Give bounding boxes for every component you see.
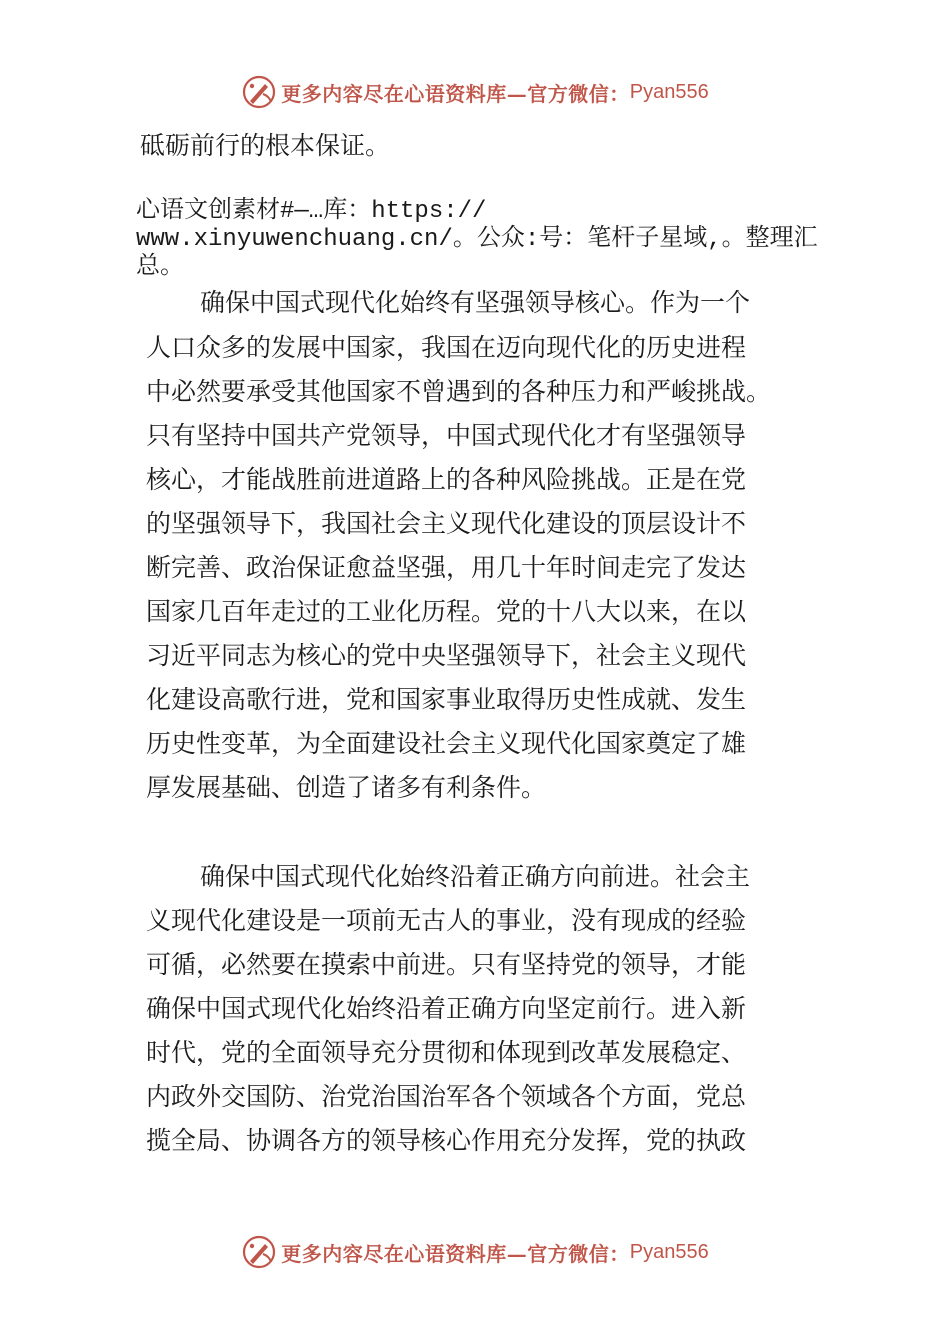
paragraph-2-line: 时代，党的全面领导充分贯彻和体现到改革发展稳定、 (146, 1038, 747, 1067)
source-note-line: 总。 (136, 254, 184, 281)
footer-watermark (0, 1232, 950, 1272)
watermark-wechat-id: Pyan556 (629, 80, 709, 103)
source-note-line: www.xinyuwenchuang.cn/。公众:号：笔杆子星域,。整理汇 (136, 226, 818, 253)
paragraph-1-line: 断完善、政治保证愈益坚强，用几十年时间走完了发达 (146, 553, 747, 582)
paragraph-1-line: 只有坚持中国共产党领导，中国式现代化才有坚强领导 (146, 421, 747, 450)
paragraph-2-line: 确保中国式现代化始终沿着正确方向前进。社会主 (200, 862, 751, 891)
watermark-label: 更多内容尽在心语资料库—官方微信： (281, 1241, 630, 1266)
paragraph-1-line: 中必然要承受其他国家不曾遇到的各种压力和严峻挑战。 (146, 377, 772, 406)
paragraph-1-line: 习近平同志为核心的党中央坚强领导下，社会主义现代 (146, 641, 747, 670)
watermark-label: 更多内容尽在心语资料库—官方微信： (281, 81, 630, 106)
carry-over-line: 砥砺前行的根本保证。 (140, 131, 391, 160)
pen-logo-icon (241, 1234, 277, 1270)
paragraph-2-line: 揽全局、协调各方的领导核心作用充分发挥，党的执政 (146, 1126, 747, 1155)
paragraph-1-line: 确保中国式现代化始终有坚强领导核心。作为一个 (200, 288, 751, 317)
paragraph-1-line: 化建设高歌行进，党和国家事业取得历史性成就、发生 (146, 685, 747, 714)
paragraph-2-line: 可循，必然要在摸索中前进。只有坚持党的领导，才能 (146, 950, 747, 979)
paragraph-2-line: 确保中国式现代化始终沿着正确方向坚定前行。进入新 (146, 994, 747, 1023)
paragraph-2-line: 义现代化建设是一项前无古人的事业，没有现成的经验 (146, 906, 747, 935)
header-watermark (0, 72, 950, 112)
paragraph-1-line: 人口众多的发展中国家，我国在迈向现代化的历史进程 (146, 333, 747, 362)
paragraph-1-line: 核心，才能战胜前进道路上的各种风险挑战。正是在党 (146, 465, 747, 494)
paragraph-1-line: 厚发展基础、创造了诸多有利条件。 (146, 773, 547, 802)
source-note-line: 心语文创素材#—…库：https:// (136, 198, 487, 225)
watermark-wechat-id: Pyan556 (629, 1240, 709, 1263)
paragraph-1-line: 国家几百年走过的工业化历程。党的十八大以来，在以 (146, 597, 747, 626)
pen-logo-icon (241, 74, 277, 110)
paragraph-1-line: 历史性变革，为全面建设社会主义现代化国家奠定了雄 (146, 729, 747, 758)
paragraph-1-line: 的坚强领导下，我国社会主义现代化建设的顶层设计不 (146, 509, 747, 538)
paragraph-2-line: 内政外交国防、治党治国治军各个领域各个方面，党总 (146, 1082, 747, 1111)
